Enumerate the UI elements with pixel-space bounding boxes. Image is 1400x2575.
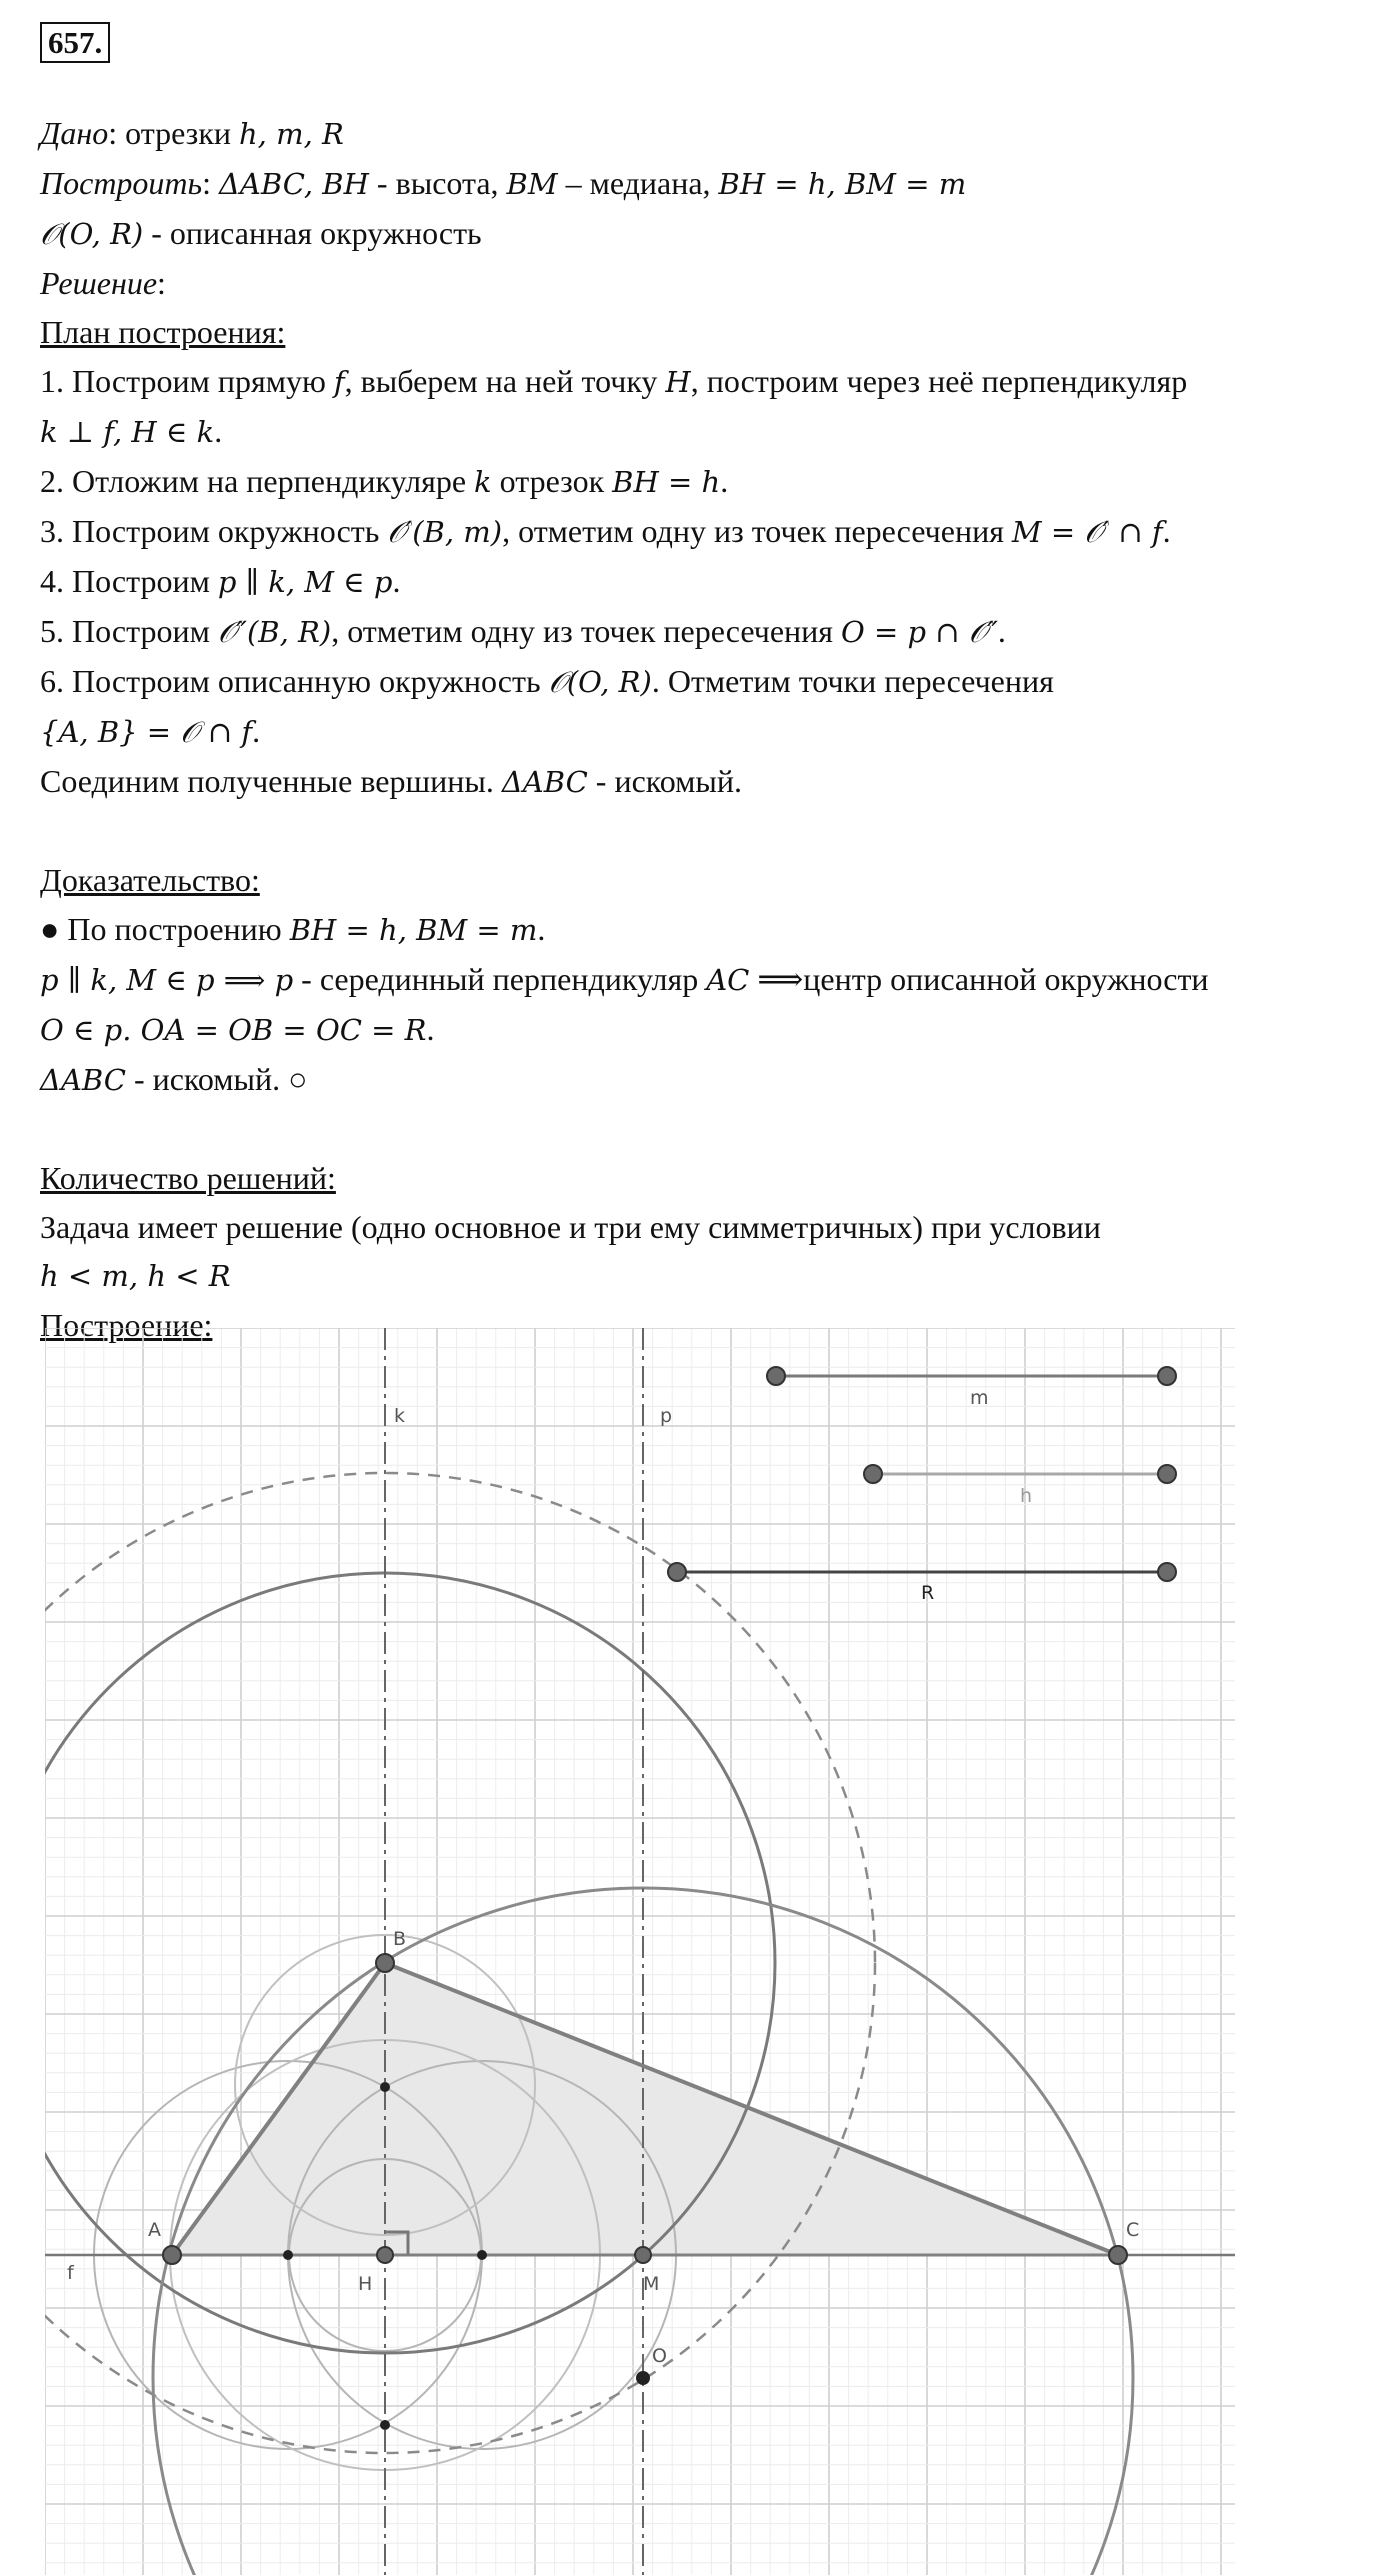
step-5-text-2: , отметим одну из точек пересечения	[331, 613, 841, 649]
point-b	[376, 1954, 394, 1972]
step-3	[40, 507, 1360, 557]
spacer	[40, 807, 1360, 856]
given-colon: :	[108, 115, 118, 151]
step-6-cont	[40, 707, 1360, 757]
step-2-text-2: отрезок	[491, 463, 613, 499]
label-segment-r: R	[921, 1582, 935, 1604]
circle-math: 𝒪(O, R)	[40, 217, 144, 251]
proof-heading: Доказательство:	[40, 862, 260, 898]
given-label: Дано	[40, 115, 109, 151]
point-segment-h-end	[1158, 1465, 1176, 1483]
construct-text-2: – медиана,	[557, 165, 719, 201]
spacer	[40, 1105, 1360, 1154]
label-o: O	[652, 2345, 667, 2367]
label-segment-h: h	[1020, 1485, 1033, 1507]
given-text: отрезки	[117, 115, 239, 151]
point-m	[635, 2247, 651, 2263]
construction-heading: Построение:	[40, 1307, 213, 1343]
step-6b-text: .	[252, 713, 261, 749]
step-7-text-1: Соединим полученные вершины.	[40, 763, 502, 799]
aux-point	[477, 2250, 487, 2260]
step-2-math-2: BH = h	[612, 465, 721, 499]
step-4-math-1: p ∥ k, M ∈ p	[217, 565, 393, 599]
point-segment-h-start	[864, 1465, 882, 1483]
proof-2-text-2: ⟹центр описанной окружности	[749, 961, 1209, 997]
proof-3	[40, 1005, 1360, 1055]
proof-1	[40, 905, 1360, 955]
point-segment-m-start	[767, 1367, 785, 1385]
label-f: f	[67, 2262, 74, 2284]
given-math: h, m, R	[238, 117, 344, 151]
construct-math-2: BM	[506, 167, 558, 201]
aux-point	[380, 2082, 390, 2092]
proof-2-math-1: p ∥ k, M ∈ p ⟹ p	[40, 963, 294, 997]
aux-point	[283, 2250, 293, 2260]
step-3-text-2: , отметим одну из точек пересечения	[502, 513, 1012, 549]
triangle-fill	[172, 1963, 1118, 2255]
count-heading: Количество решений:	[40, 1160, 336, 1196]
step-7-text-2: - искомый.	[587, 763, 742, 799]
step-1-math-1: f	[333, 365, 345, 399]
proof-1-math-1: BH = h, BM = m	[289, 913, 538, 947]
point-o	[636, 2371, 650, 2385]
grid	[45, 1328, 1235, 2575]
proof-3-math-1: O ∈ p. OA = OB = OC = R	[40, 1013, 427, 1047]
label-b: B	[393, 1928, 407, 1950]
solution-label: Решение	[40, 265, 158, 301]
proof-1-text-1: ● По построению	[40, 911, 290, 947]
point-a	[163, 2246, 181, 2264]
proof-2-math-2: AC	[706, 963, 750, 997]
step-1-math-2: H	[665, 365, 691, 399]
point-c	[1109, 2246, 1127, 2264]
step-6b-math: {A, B} = 𝒪 ∩ f	[40, 715, 253, 749]
step-2-math-1: k	[474, 465, 492, 499]
label-m: M	[643, 2273, 660, 2295]
proof-3-text-1: .	[426, 1011, 435, 1047]
construction-figure	[40, 1325, 1240, 2575]
step-5-text-1: 5. Построим	[40, 613, 218, 649]
step-1-text-2: , выберем на ней точку	[344, 363, 666, 399]
step-2	[40, 457, 1360, 507]
step-4-text-2: .	[392, 563, 401, 599]
construct-text-1: - высота,	[368, 165, 507, 201]
label-k: k	[394, 1405, 406, 1427]
plan-heading: План построения:	[40, 314, 286, 350]
step-5-math-1: 𝒪″(B, R)	[217, 615, 332, 649]
proof-2-text-1: - серединный перпендикуляр	[293, 961, 707, 997]
problem-number: 657.	[40, 22, 110, 63]
step-6-text-2: . Отметим точки пересечения	[651, 663, 1054, 699]
construct-math-3: BH = h, BM = m	[718, 167, 967, 201]
point-h	[377, 2247, 393, 2263]
step-1	[40, 357, 1360, 407]
label-p: p	[660, 1405, 673, 1427]
construct-colon: :	[202, 165, 211, 201]
aux-point	[380, 2420, 390, 2430]
step-3-math-1: 𝒪′(B, m)	[387, 515, 503, 549]
step-1-text-3: , построим через неё перпендикуляр	[690, 363, 1188, 399]
step-2-text-1: 2. Отложим на перпендикуляре	[40, 463, 475, 499]
step-5	[40, 607, 1360, 657]
construct-line	[40, 159, 1360, 209]
count-text: Задача имеет решение (одно основное и три ему симметричных) при условии	[40, 1209, 1101, 1245]
proof-4	[40, 1055, 1360, 1105]
construct-label: Построить	[40, 165, 203, 201]
label-segment-m: m	[970, 1387, 989, 1409]
label-h: H	[358, 2273, 373, 2295]
step-5-math-2: O = p ∩ 𝒪″	[840, 615, 998, 649]
label-c: C	[1126, 2219, 1140, 2241]
circle-text: - описанная окружность	[143, 215, 482, 251]
step-4-text-1: 4. Построим	[40, 563, 218, 599]
construct-math-1: ΔABC, BH	[218, 167, 369, 201]
step-7	[40, 757, 1360, 807]
step-7-math-1: ΔABC	[501, 765, 588, 799]
circle-line	[40, 209, 1360, 259]
step-6-text-1: 6. Построим описанную окружность	[40, 663, 549, 699]
solution-line	[40, 259, 1360, 308]
step-3-text-3: .	[1162, 513, 1171, 549]
step-1-cont	[40, 407, 1360, 457]
step-5-text-3: .	[997, 613, 1006, 649]
step-6	[40, 657, 1360, 707]
step-2-text-3: .	[720, 463, 729, 499]
point-segment-m-end	[1158, 1367, 1176, 1385]
circle-o-double-prime	[40, 1473, 875, 2453]
point-segment-r-end	[1158, 1563, 1176, 1581]
step-3-text-1: 3. Построим окружность	[40, 513, 388, 549]
proof-1-text-2: .	[537, 911, 546, 947]
proof-4-math-1: ΔABC	[40, 1063, 126, 1097]
step-3-math-2: M = 𝒪′ ∩ f	[1011, 515, 1163, 549]
solution-colon: :	[157, 265, 166, 301]
step-4	[40, 557, 1360, 607]
condition: h < m, h < R	[40, 1259, 231, 1293]
solution-text	[40, 109, 1360, 1350]
step-1-text-1: 1. Построим прямую	[40, 363, 334, 399]
page	[40, 22, 1360, 1350]
step-1b-math: k ⊥ f, H ∈ k	[40, 415, 215, 449]
proof-4-text-1: - искомый. ○	[125, 1061, 308, 1097]
given-line	[40, 109, 1360, 159]
point-segment-r-start	[668, 1563, 686, 1581]
label-a: A	[148, 2219, 161, 2241]
step-1b-text: .	[214, 413, 223, 449]
proof-2	[40, 955, 1360, 1005]
step-6-math-1: 𝒪(O, R)	[548, 665, 652, 699]
